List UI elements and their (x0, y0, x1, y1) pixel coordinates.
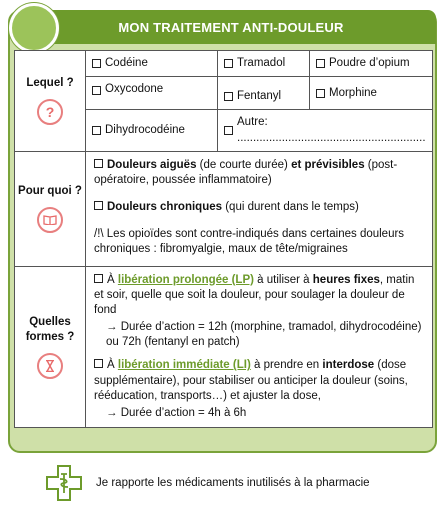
li-duration: → Durée d’action = 4h à 6h (106, 406, 247, 419)
label-formes-1: Quelles (29, 315, 71, 328)
lp-duration: → Durée d’action = 12h (morphine, tramadol, dihydrocodéine) ou 72h (fentanyl en patch) (106, 321, 422, 349)
checkbox-icon[interactable] (92, 59, 101, 68)
row-formes (15, 266, 432, 428)
checkbox-icon[interactable] (94, 159, 103, 168)
row-label-lequel (15, 51, 86, 151)
checkbox-icon[interactable] (316, 59, 325, 68)
checkbox-icon[interactable] (92, 86, 101, 95)
option-codeine[interactable]: Codéine (86, 51, 218, 77)
checkbox-icon[interactable] (316, 89, 325, 98)
checkbox-icon[interactable] (224, 92, 233, 101)
contraindication-warning: /!\ Les opioïdes sont contre-indiqués dans certaines douleurs chroniques : fibromyalgie, maux de tête/migraines (94, 228, 405, 256)
option-tramadol[interactable]: Tramadol (218, 51, 310, 77)
question-icon: ? (37, 99, 63, 125)
checkbox-icon[interactable] (94, 201, 103, 210)
checkbox-icon[interactable] (224, 126, 233, 135)
label-formes-2: formes ? (25, 330, 75, 343)
label-pourquoi: Pour quoi ? (18, 185, 82, 198)
label-lequel: Lequel ? (26, 77, 74, 90)
option-fentanyl[interactable]: Fentanyl (218, 77, 310, 110)
treatment-table (14, 50, 433, 428)
option-dihydrocodeine[interactable]: Dihydrocodéine (86, 110, 218, 150)
acute-pain-item: Douleurs aiguës (de courte durée) et prévisibles (post-opératoire, poussée inflammatoire) (94, 158, 398, 186)
option-morphine[interactable]: Morphine (310, 77, 432, 110)
checkbox-icon[interactable] (224, 59, 233, 68)
row-label-formes (15, 267, 86, 428)
option-autre[interactable]: Autre: ........................................................... (218, 110, 432, 150)
chronic-pain-item: Douleurs chroniques (qui durent dans le temps) (94, 200, 424, 215)
pourquoi-content (86, 152, 432, 266)
footer (46, 465, 370, 501)
checkbox-icon[interactable] (94, 274, 103, 283)
pharmacy-cross-icon (46, 465, 82, 501)
option-oxycodone[interactable]: Oxycodone (86, 77, 218, 110)
li-item: À libération immédiate (LI) à prendre en interdose (dose supplémentaire), pour stabiliser ou anticiper la douleur (soins, rééducation, transports…) et ajuster la dose, (94, 359, 408, 402)
checkbox-icon[interactable] (94, 359, 103, 368)
row-pourquoi (15, 151, 432, 266)
formes-content (86, 267, 432, 428)
row-lequel (15, 51, 432, 151)
book-icon (37, 207, 63, 233)
option-poudre-opium[interactable]: Poudre d’opium (310, 51, 432, 77)
row-label-pourquoi (15, 152, 86, 266)
checkbox-icon[interactable] (92, 126, 101, 135)
lp-item: À libération prolongée (LP) à utiliser à heures fixes, matin et soir, quelle que soit la douleur, pour soulager la douleur de fond (94, 273, 415, 316)
hourglass-icon (37, 353, 63, 379)
footer-text: Je rapporte les médicaments inutilisés à la pharmacie (96, 477, 370, 489)
drug-options-grid (86, 51, 432, 151)
title-circle-decoration (9, 3, 59, 53)
page-title: MON TRAITEMENT ANTI-DOULEUR (26, 10, 436, 44)
